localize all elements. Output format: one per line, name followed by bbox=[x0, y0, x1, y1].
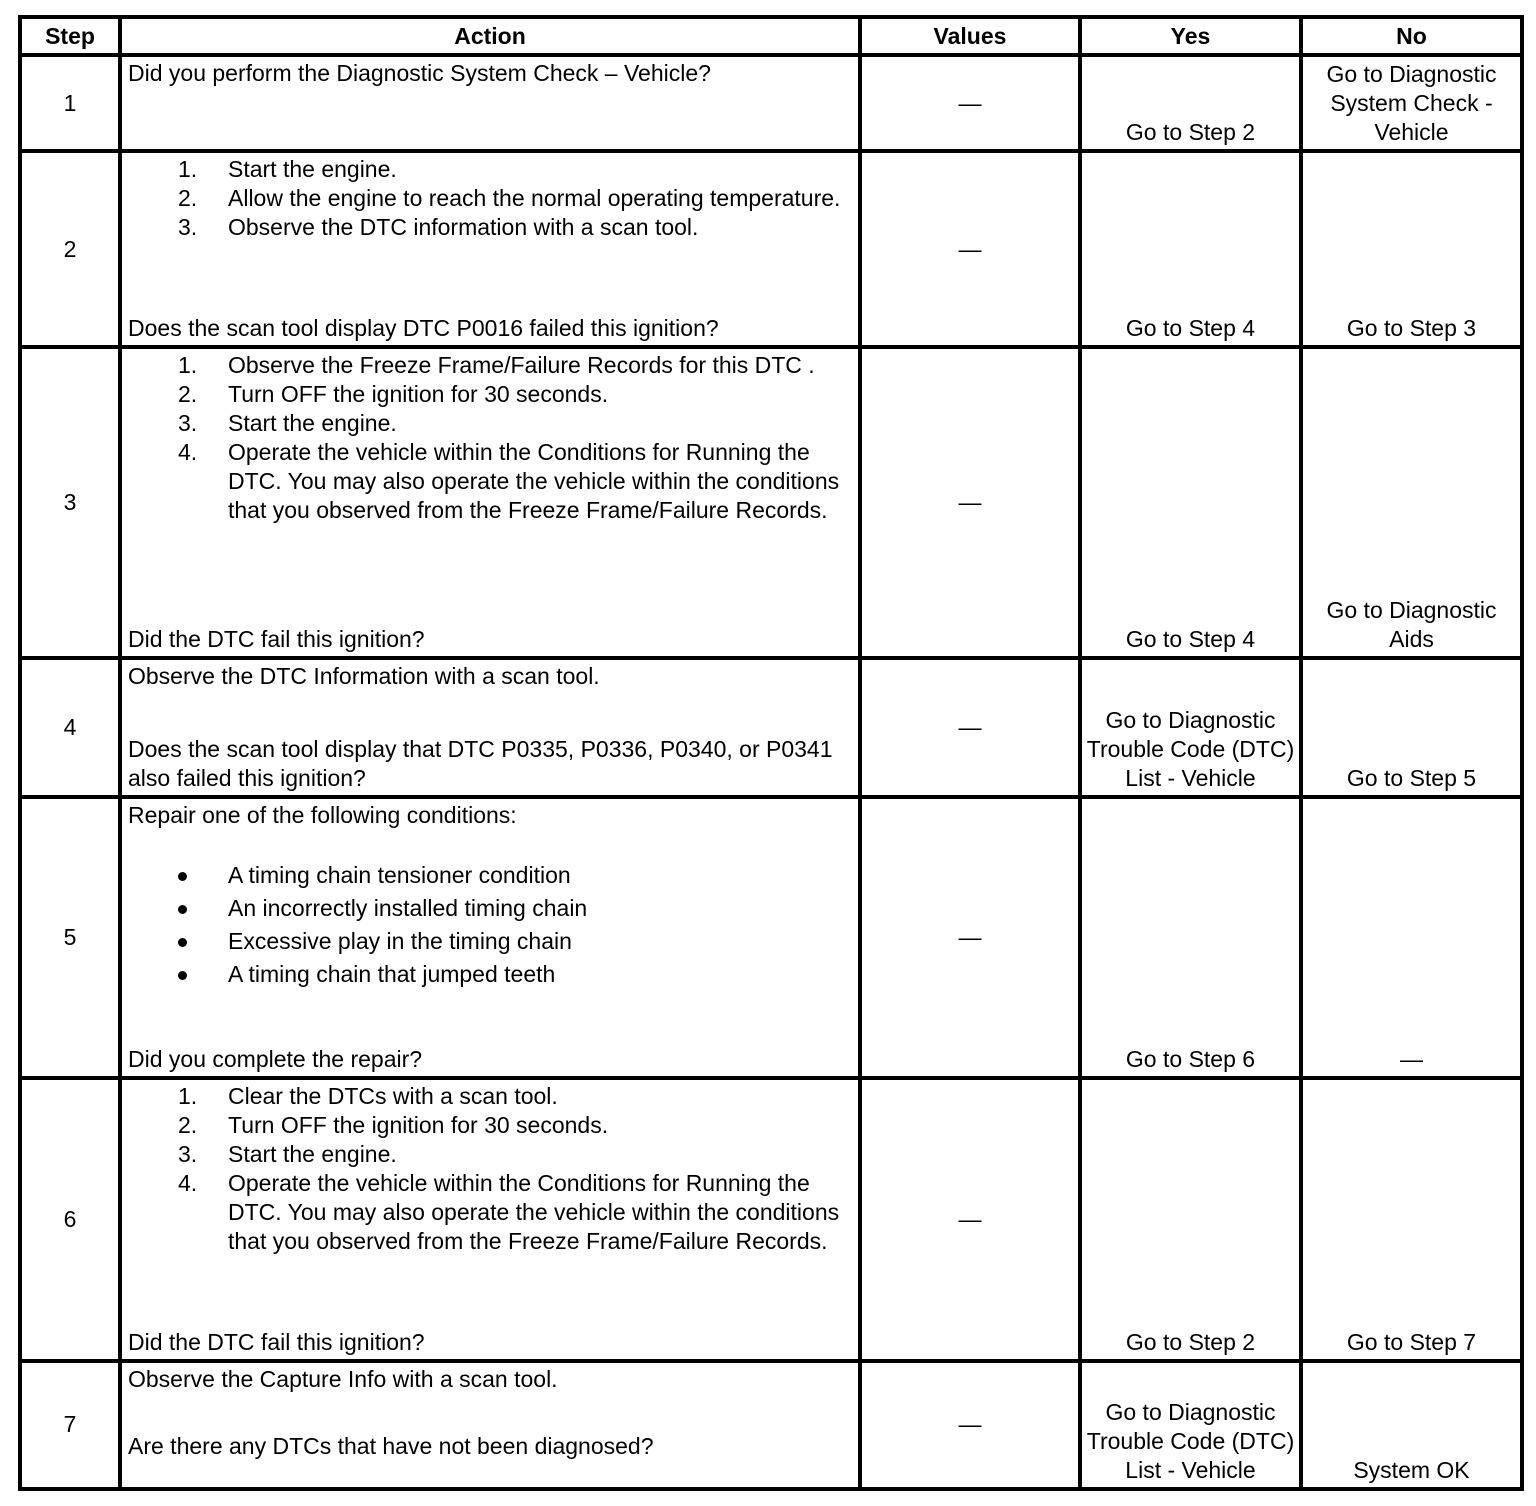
header-row bbox=[20, 17, 1522, 55]
yes-cell: Go to Step 2 bbox=[1080, 55, 1301, 151]
yes-cell: Go to Step 6 bbox=[1080, 797, 1301, 1078]
action-intro: Observe the DTC Information with a scan tool. bbox=[128, 663, 600, 690]
step-number: 1 bbox=[20, 55, 120, 151]
table-row bbox=[20, 1078, 1522, 1361]
table-row bbox=[20, 151, 1522, 347]
no-cell: Go to Step 7 bbox=[1301, 1078, 1522, 1361]
header-no: No bbox=[1301, 17, 1522, 55]
no-cell: Go to Step 5 bbox=[1301, 658, 1522, 796]
table-row bbox=[20, 1361, 1522, 1489]
list-item: 2. Turn OFF the ignition for 30 seconds. bbox=[178, 1111, 609, 1138]
action-cell bbox=[120, 151, 860, 347]
action-question: Did the DTC fail this ignition? bbox=[128, 1328, 425, 1355]
list-item: A timing chain tensioner condition bbox=[128, 859, 854, 892]
list-item: A timing chain that jumped teeth bbox=[128, 958, 854, 991]
table-row bbox=[20, 55, 1522, 151]
action-cell bbox=[120, 1078, 860, 1361]
action-intro: Repair one of the following conditions: bbox=[128, 801, 517, 828]
table-row bbox=[20, 797, 1522, 1078]
values-cell: — bbox=[860, 151, 1080, 347]
yes-cell: Go to Diagnostic Trouble Code (DTC) List - Vehicle bbox=[1080, 1361, 1301, 1489]
list-item: 1. Start the engine. bbox=[178, 156, 397, 183]
step-number: 7 bbox=[20, 1361, 120, 1489]
no-cell: Go to Diagnostic Aids bbox=[1301, 347, 1522, 658]
action-question: Did the DTC fail this ignition? bbox=[128, 626, 425, 653]
no-cell: System OK bbox=[1301, 1361, 1522, 1489]
list-item: 3. Start the engine. bbox=[178, 1140, 397, 1167]
no-cell: Go to Step 3 bbox=[1301, 151, 1522, 347]
values-cell: — bbox=[860, 55, 1080, 151]
action-cell bbox=[120, 55, 860, 151]
action-question: Are there any DTCs that have not been diagnosed? bbox=[128, 1432, 654, 1459]
yes-cell: Go to Diagnostic Trouble Code (DTC) List - Vehicle bbox=[1080, 658, 1301, 796]
values-cell: — bbox=[860, 1078, 1080, 1361]
action-cell bbox=[120, 347, 860, 658]
step-number: 2 bbox=[20, 151, 120, 347]
values-cell: — bbox=[860, 658, 1080, 796]
action-cell bbox=[120, 1361, 860, 1489]
step-number: 5 bbox=[20, 797, 120, 1078]
bullet-list bbox=[128, 859, 854, 991]
table-row bbox=[20, 347, 1522, 658]
values-cell: — bbox=[860, 347, 1080, 658]
no-cell: — bbox=[1301, 797, 1522, 1078]
action-intro: Observe the Capture Info with a scan tool. bbox=[128, 1365, 558, 1392]
values-cell: — bbox=[860, 797, 1080, 1078]
table-row bbox=[20, 658, 1522, 796]
header-yes: Yes bbox=[1080, 17, 1301, 55]
action-intro: Did you perform the Diagnostic System Check – Vehicle? bbox=[128, 60, 711, 87]
list-item: Excessive play in the timing chain bbox=[128, 925, 854, 958]
no-cell: Go to Diagnostic System Check - Vehicle bbox=[1301, 55, 1522, 151]
yes-cell: Go to Step 2 bbox=[1080, 1078, 1301, 1361]
numbered-list bbox=[128, 155, 854, 242]
action-question: Does the scan tool display DTC P0016 failed this ignition? bbox=[128, 315, 719, 342]
header-action: Action bbox=[120, 17, 860, 55]
list-item: 3. Start the engine. bbox=[178, 410, 397, 437]
numbered-list bbox=[128, 351, 854, 525]
list-item: An incorrectly installed timing chain bbox=[128, 892, 854, 925]
diagnostic-table bbox=[18, 15, 1524, 1491]
values-cell: — bbox=[860, 1361, 1080, 1489]
action-cell bbox=[120, 797, 860, 1078]
step-number: 6 bbox=[20, 1078, 120, 1361]
yes-cell: Go to Step 4 bbox=[1080, 151, 1301, 347]
header-step: Step bbox=[20, 17, 120, 55]
yes-cell: Go to Step 4 bbox=[1080, 347, 1301, 658]
list-item: 1. Observe the Freeze Frame/Failure Records for this DTC . bbox=[178, 352, 815, 379]
action-question: Does the scan tool display that DTC P0335, P0336, P0340, or P0341 also failed this ignition? bbox=[128, 735, 833, 791]
list-item: 4. Operate the vehicle within the Conditions for Running the DTC. You may also operate the vehicle within the conditions that you observed from the Freeze Frame/Failure Records. bbox=[178, 439, 840, 524]
list-item: 2. Allow the engine to reach the normal operating temperature. bbox=[178, 185, 841, 212]
numbered-list bbox=[128, 1082, 854, 1256]
list-item: 1. Clear the DTCs with a scan tool. bbox=[178, 1082, 558, 1109]
list-item: 4. Operate the vehicle within the Conditions for Running the DTC. You may also operate the vehicle within the conditions that you observed from the Freeze Frame/Failure Records. bbox=[178, 1169, 840, 1254]
list-item: 3. Observe the DTC information with a scan tool. bbox=[178, 214, 699, 241]
action-question: Did you complete the repair? bbox=[128, 1045, 423, 1072]
list-item: 2. Turn OFF the ignition for 30 seconds. bbox=[178, 381, 609, 408]
step-number: 4 bbox=[20, 658, 120, 796]
header-values: Values bbox=[860, 17, 1080, 55]
action-cell bbox=[120, 658, 860, 796]
step-number: 3 bbox=[20, 347, 120, 658]
